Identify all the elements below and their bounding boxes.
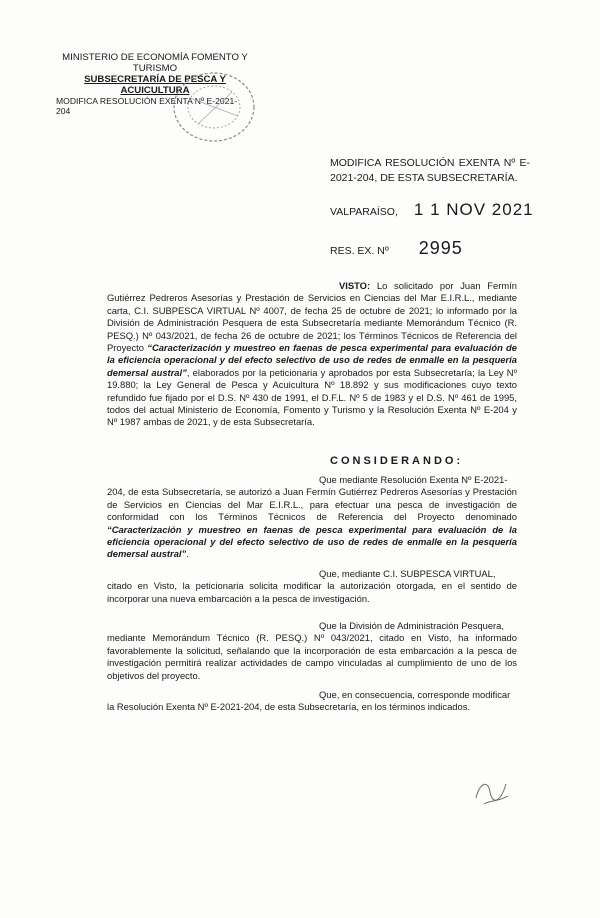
paragraph-2-text: citado en Visto, la peticionaria solicita modificar la autorización otorgada, en el sentido de incorporar una nueva embarcación a la pesca de investigación.: [107, 580, 517, 604]
office-stamp: [168, 68, 260, 146]
place-label: VALPARAÍSO,: [330, 206, 398, 218]
resolution-title: MODIFICA RESOLUCIÓN EXENTA Nº E-2021-204, DE ESTA SUBSECRETARÍA.: [330, 157, 530, 184]
considerando-paragraph-2: [107, 568, 517, 605]
considerando-paragraph-3: [107, 620, 517, 682]
resolution-number-line: [330, 240, 463, 259]
reference-line-2: 204: [56, 106, 71, 116]
paragraph-4-lead: Que, en consecuencia, corresponde modificar: [319, 689, 511, 700]
considerando-heading: CONSIDERANDO:: [330, 455, 464, 467]
visto-text-2: , elaborados por la peticionaria y aprobados por esta Subsecretaría; la Ley Nº 19.880; la Ley General de Pesca y Acuicultura Nº 18.892 y sus modificaciones cuyo texto refundido fue fijado por el D.S. Nº 430 de 1991, el D.F.L. Nº 5 de 1983 y el D.S. Nº 461 de 1995, todos del actual Ministerio de Economía, Fomento y Turismo y la Resolución Exenta Nº E-204 y Nº 1987 ambas de 2021, y de esta Subsecretaría.: [107, 366, 517, 428]
ministry-line-1: MINISTERIO DE ECONOMÍA FOMENTO Y: [62, 52, 248, 63]
paragraph-3-text: mediante Memorándum Técnico (R. PESQ.) Nº 043/2021, citado en Visto, ha informado favorablemente la solicitud, señalando que la incorporación de esta embarcación a la pesca de investigación permitirá realizar actividades de campo vinculadas al cumplimiento de uno de los objetivos del proyecto.: [107, 632, 517, 681]
place-and-date: [330, 202, 534, 220]
paragraph-1-lead: Que mediante Resolución Exenta Nº E-2021-: [319, 474, 508, 485]
subsecretaria-line-2: ACUICULTURA: [120, 85, 190, 96]
subsecretaria-line-1: SUBSECRETARÍA DE PESCA Y: [84, 74, 226, 85]
visto-project-title: “Caracterización y muestreo en faenas de pesca experimental para evaluación de la eficiencia operacional y del efecto selectivo de uso de redes de enmalle en la pesquería demersal austral”: [107, 342, 517, 378]
paragraph-1-text-2: .: [186, 548, 189, 560]
visto-heading: VISTO:: [339, 280, 371, 291]
visto-text-1: Lo solicitado por Juan Fermín Gutiérrez Pedreros Asesorías y Prestación de Servicios en Ciencias del Mar E.I.R.L., mediante carta, C.I. SUBPESCA VIRTUAL Nº 4007, de fecha 25 de octubre de 2021; lo informado por la División de Administración Pesquera de esta Subsecretaría mediante Memorándum Técnico (R. PESQ.) Nº 043/2021, de fecha 26 de octubre de 2021; los Términos Técnicos de Referencia del Proyecto: [107, 280, 517, 354]
paragraph-2-lead: Que, mediante C.I. SUBPESCA VIRTUAL,: [319, 568, 496, 579]
resolution-number: 2995: [418, 238, 463, 258]
paragraph-4-text: la Resolución Exenta Nº E-2021-204, de esta Subsecretaría, en los términos indicados.: [107, 701, 471, 713]
paragraph-1-text-1: 204, de esta Subsecretaría, se autorizó a Juan Fermín Gutiérrez Pedreros Asesorías y Prestación de Servicios en Ciencias del Mar E.I.R.L., para efectuar una pesca de investigación de conformidad con los Términos Técnicos de Referencia del Proyecto denominado: [107, 486, 517, 523]
considerando-paragraph-1: [107, 474, 517, 561]
resolution-date: 1 1 NOV 2021: [413, 200, 534, 219]
resolution-number-label: RES. EX. Nº: [330, 245, 389, 257]
initials-mark: [470, 770, 515, 810]
visto-paragraph: [107, 280, 517, 429]
considerando-paragraph-4: [107, 689, 517, 714]
paragraph-3-lead: Que la División de Administración Pesquera,: [319, 620, 504, 631]
reference-line-1: MODIFICA RESOLUCIÓN EXENTA Nº E-2021-: [56, 96, 238, 106]
paragraph-1-project-title: “Caracterización y muestreo en faenas de pesca experimental para evaluación de la eficiencia operacional y del efecto selectivo de uso de redes de enmalle en la pesquería demersal austral”: [107, 523, 517, 560]
ministry-line-2: TURISMO: [132, 63, 178, 74]
